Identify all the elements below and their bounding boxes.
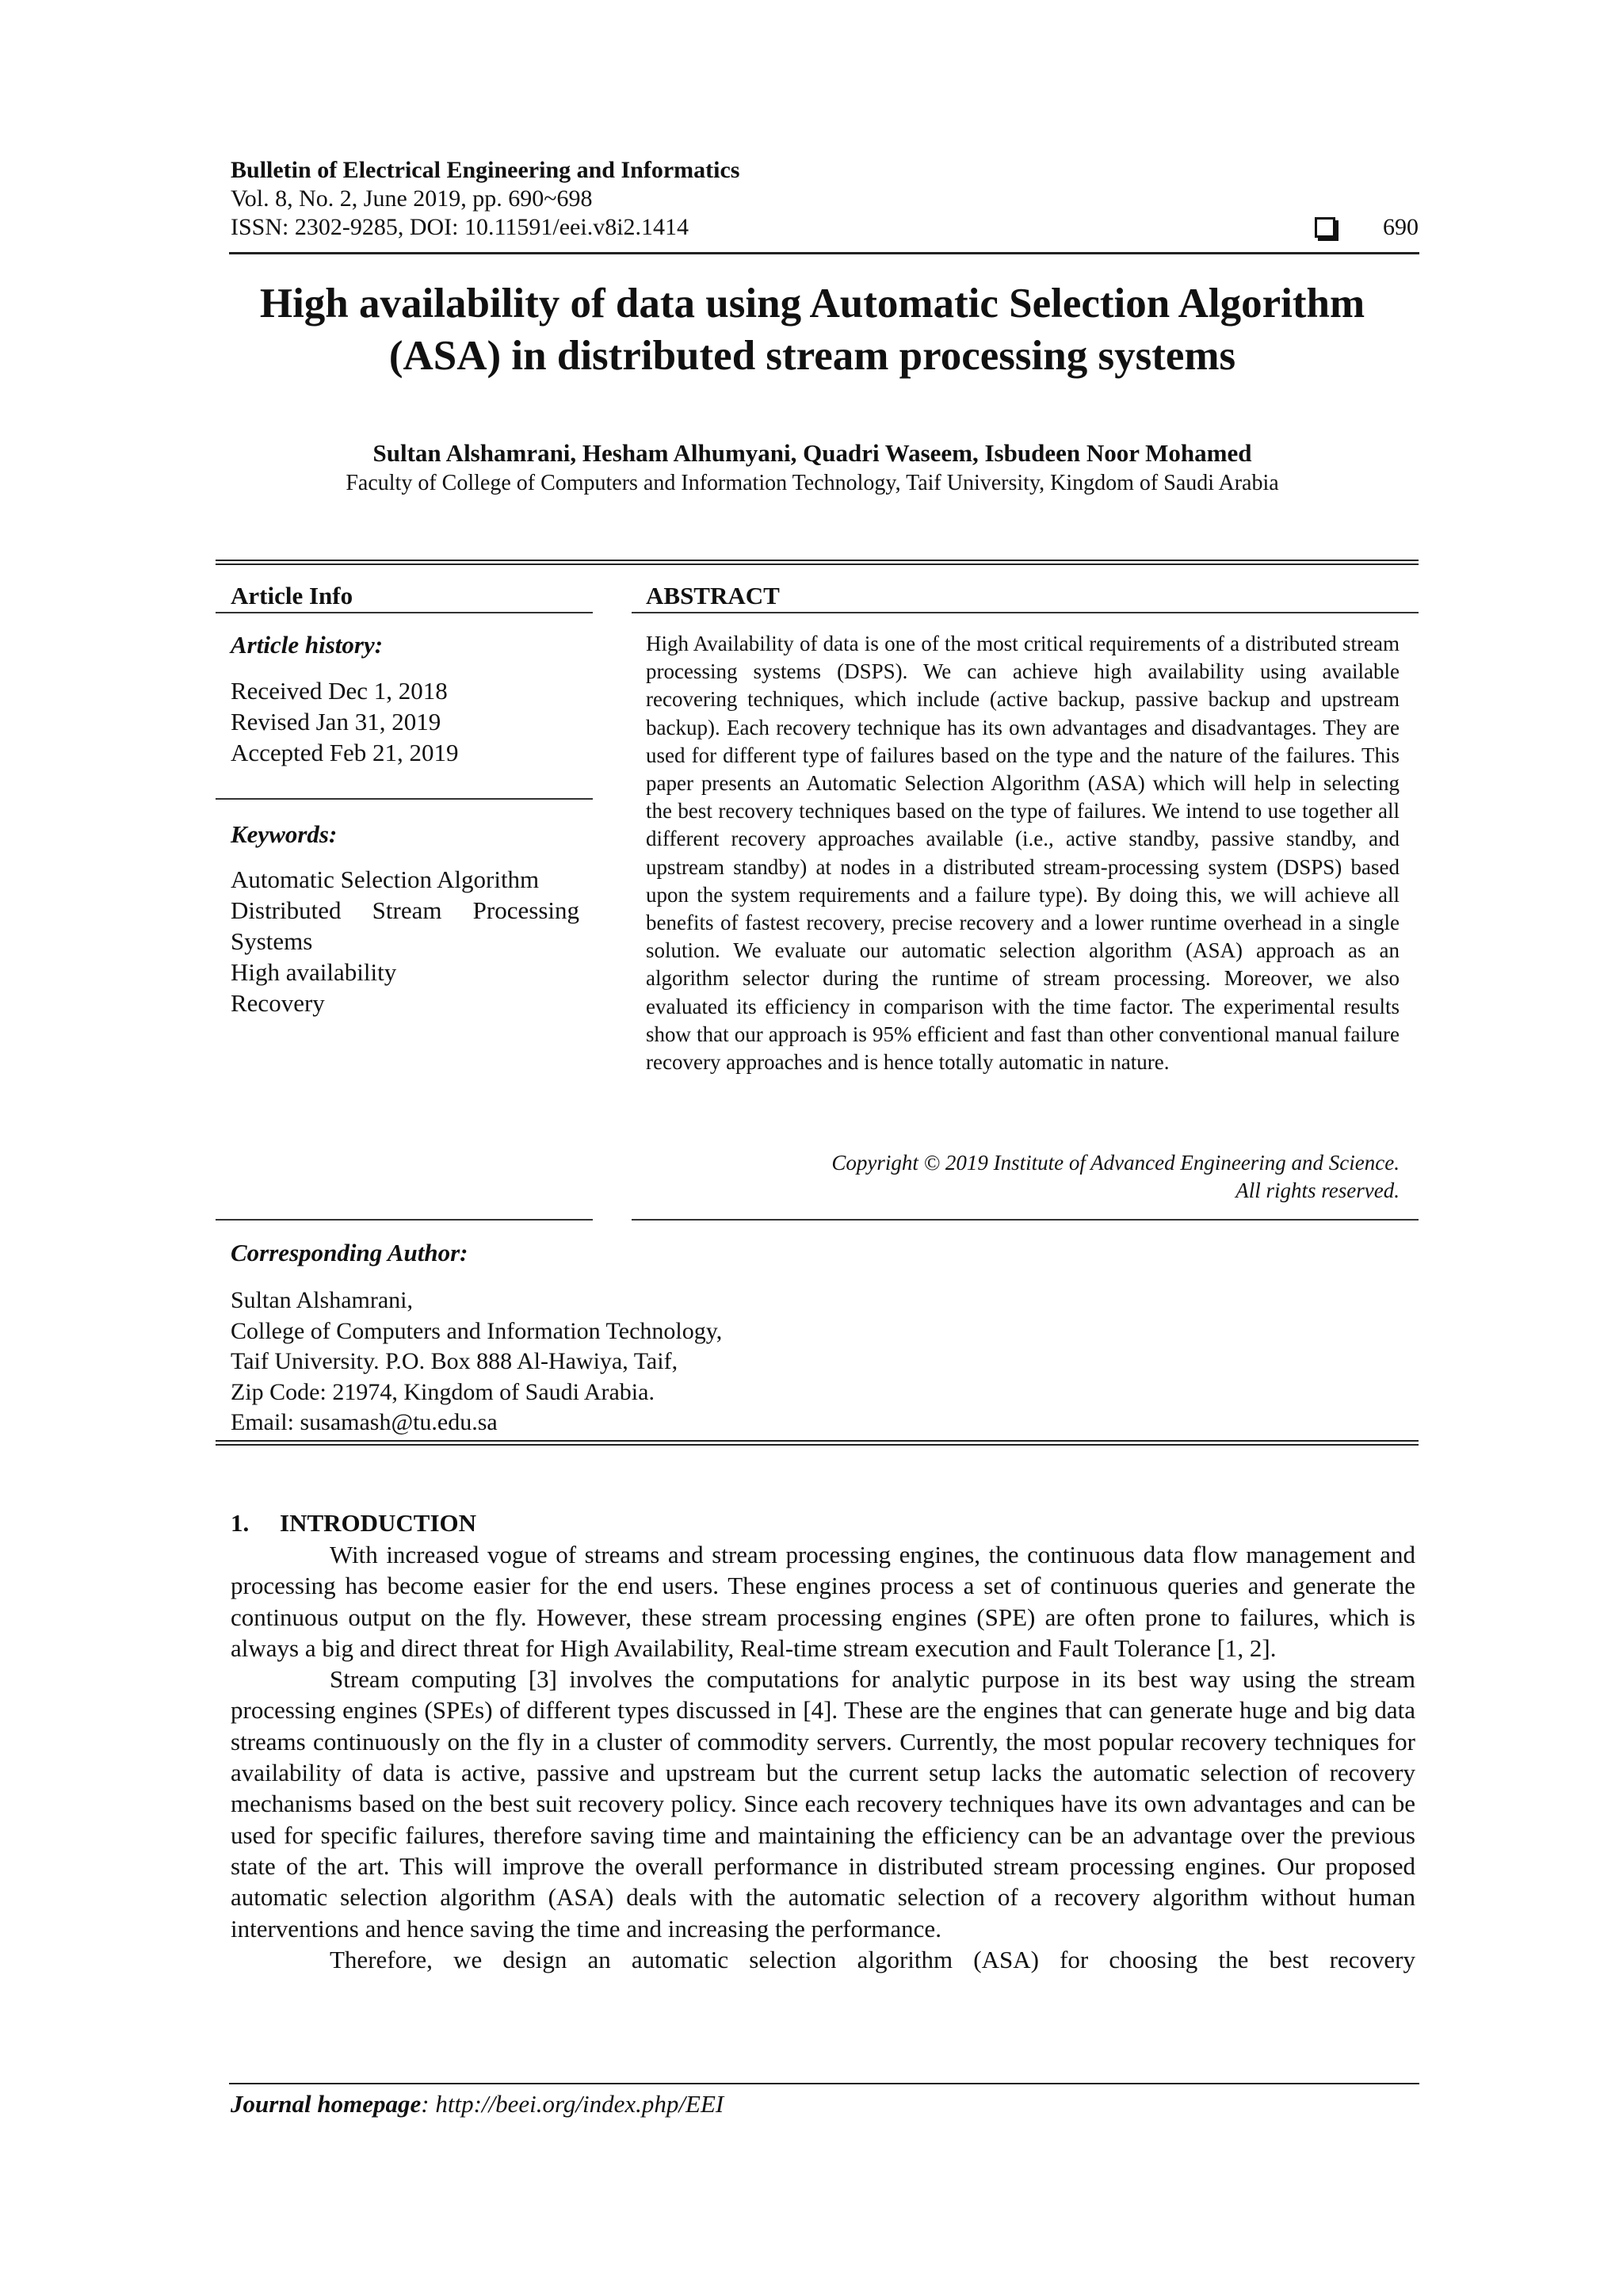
paper-title [198, 277, 1426, 382]
square-icon [1315, 217, 1335, 238]
keyword-item: Systems [231, 927, 313, 955]
header-divider [229, 252, 1419, 254]
abstract-text: High Availability of data is one of the most critical requirements of a distributed stream processing systems (DSPS). We can achieve high availability using available recovering techniques, which include (active backup, passive backup and upstream backup). Each recovery technique has its own advantages and disadvantages. They are used for different type of failures based on the type and the nature of the failures. This paper presents an Automatic Selection Algorithm (ASA) which will help in selecting the best recovery techniques based on the type of failures. We intend to use together all different recovery approaches available (i.e., active standby, passive standby, and upstream standby) at nodes in a distributed stream-processing system (DSPS) based upon the system requirements and a failure type). By doing this, we will achieve all benefits of fastest recovery, precise recovery and a lower runtime overhead in a single solution. We evaluate our automatic selection algorithm (ASA) approach as an algorithm selector during the runtime of stream processing. Moreover, we also evaluated its efficiency in comparison with the time factor. The experimental results show that our approach is 95% efficient and fast than other conventional manual failure recovery approaches and is hence totally automatic in nature. [646, 632, 1400, 1075]
title-line-1: High availability of data using Automatic Selection Algorithm [259, 281, 1365, 327]
footer-divider [229, 2083, 1419, 2084]
keywords-label: Keywords: [231, 820, 338, 848]
history-rule [216, 798, 593, 800]
intro-heading: 1. INTRODUCTION [231, 1509, 477, 1537]
header-page-info [1315, 213, 1419, 242]
copyright-line-2: All rights reserved. [1235, 1179, 1400, 1202]
authors: Sultan Alshamrani, Hesham Alhumyani, Quadri Waseem, Isbudeen Noor Mohamed [372, 439, 1252, 467]
abstract-heading: ABSTRACT [646, 582, 780, 609]
revised-date: Revised Jan 31, 2019 [231, 708, 441, 735]
article-info-heading: Article Info [231, 582, 353, 609]
corresponding-name: Sultan Alshamrani, [231, 1287, 413, 1313]
journal-volume: Vol. 8, No. 2, June 2019, pp. 690~698 [231, 185, 593, 212]
corresponding-address: Taif University. P.O. Box 888 Al-Hawiya, Taif, [231, 1348, 678, 1374]
copyright [646, 1149, 1400, 1205]
journal-issn: ISSN: 2302-9285, DOI: 10.11591/eei.v8i2.1414 [231, 214, 689, 240]
corresponding-zip: Zip Code: 21974, Kingdom of Saudi Arabia. [231, 1378, 655, 1405]
abstract-bottom-rule [632, 1219, 1419, 1221]
journal-name: Bulletin of Electrical Engineering and Informatics [231, 157, 740, 183]
received-date: Received Dec 1, 2018 [231, 677, 448, 705]
article-info-rule [216, 612, 593, 613]
article-history-label: Article history: [231, 631, 384, 659]
keywords-rule [216, 1219, 593, 1221]
title-line-2: (ASA) in distributed stream processing systems [388, 333, 1236, 379]
keyword-item: High availability [231, 958, 397, 986]
corresponding-label: Corresponding Author: [231, 1239, 468, 1266]
corresponding-details [231, 1286, 722, 1438]
header-issn-row [231, 213, 1419, 242]
affiliation: Faculty of College of Computers and Information Technology, Taif University, Kingdom of Saudi Arabia [346, 471, 1279, 495]
footer [231, 2089, 724, 2119]
copyright-line-1: Copyright © 2019 Institute of Advanced Engineering and Science. [831, 1151, 1400, 1175]
keywords-list [231, 864, 579, 1018]
journal-header [231, 156, 1419, 242]
info-bottom-rule [216, 1440, 1419, 1446]
intro-paragraph: With increased vogue of streams and stream processing engines, the continuous data flow management and processing has become easier for the end users. These engines process a set of continuous queries and generate the continuous output on the fly. However, these stream processing engines (SPE) are often prone to failures, which is always a big and direct threat for High Availability, Real-time stream execution and Fault Tolerance [1, 2]. [231, 1541, 1415, 1662]
corresponding-dept: College of Computers and Information Technology, [231, 1317, 723, 1344]
accepted-date: Accepted Feb 21, 2019 [231, 739, 459, 766]
intro-paragraph: Therefore, we design an automatic selection algorithm (ASA) for choosing the best recovery [330, 1945, 1415, 1973]
intro-body [231, 1539, 1415, 1975]
keyword-item: Recovery [231, 989, 325, 1017]
keyword-item: Automatic Selection Algorithm [231, 865, 540, 893]
intro-paragraph: Stream computing [3] involves the computations for analytic purpose in its best way using the stream processing engines (SPEs) of different types discussed in [4]. These are the engines that can generate huge and big data streams continuously on the fly in a cluster of commodity servers. Currently, the most popular recovery techniques for availability of data is active, passive and upstream but the current setup lacks the automatic selection of recovery mechanisms based on the best suit recovery policy. Since each recovery techniques have its own advantages and can be used for specific failures, therefore saving time and maintaining the efficiency can be an advantage over the previous state of the art. This will improve the overall performance in distributed stream processing engines. Our proposed automatic selection algorithm (ASA) deals with the automatic selection of a recovery algorithm without human interventions and hence saving the time and increasing the performance. [231, 1665, 1415, 1943]
corresponding-email: Email: susamash@tu.edu.sa [231, 1409, 498, 1435]
article-history [231, 675, 459, 768]
keyword-item: Distributed Stream Processing [231, 896, 579, 924]
footer-label: Journal homepage [231, 2090, 422, 2118]
info-top-rule [216, 560, 1419, 565]
journal-homepage-link[interactable]: : http://beei.org/index.php/EEI [421, 2090, 724, 2118]
page-number: 690 [1383, 214, 1419, 240]
abstract-rule [632, 612, 1419, 613]
